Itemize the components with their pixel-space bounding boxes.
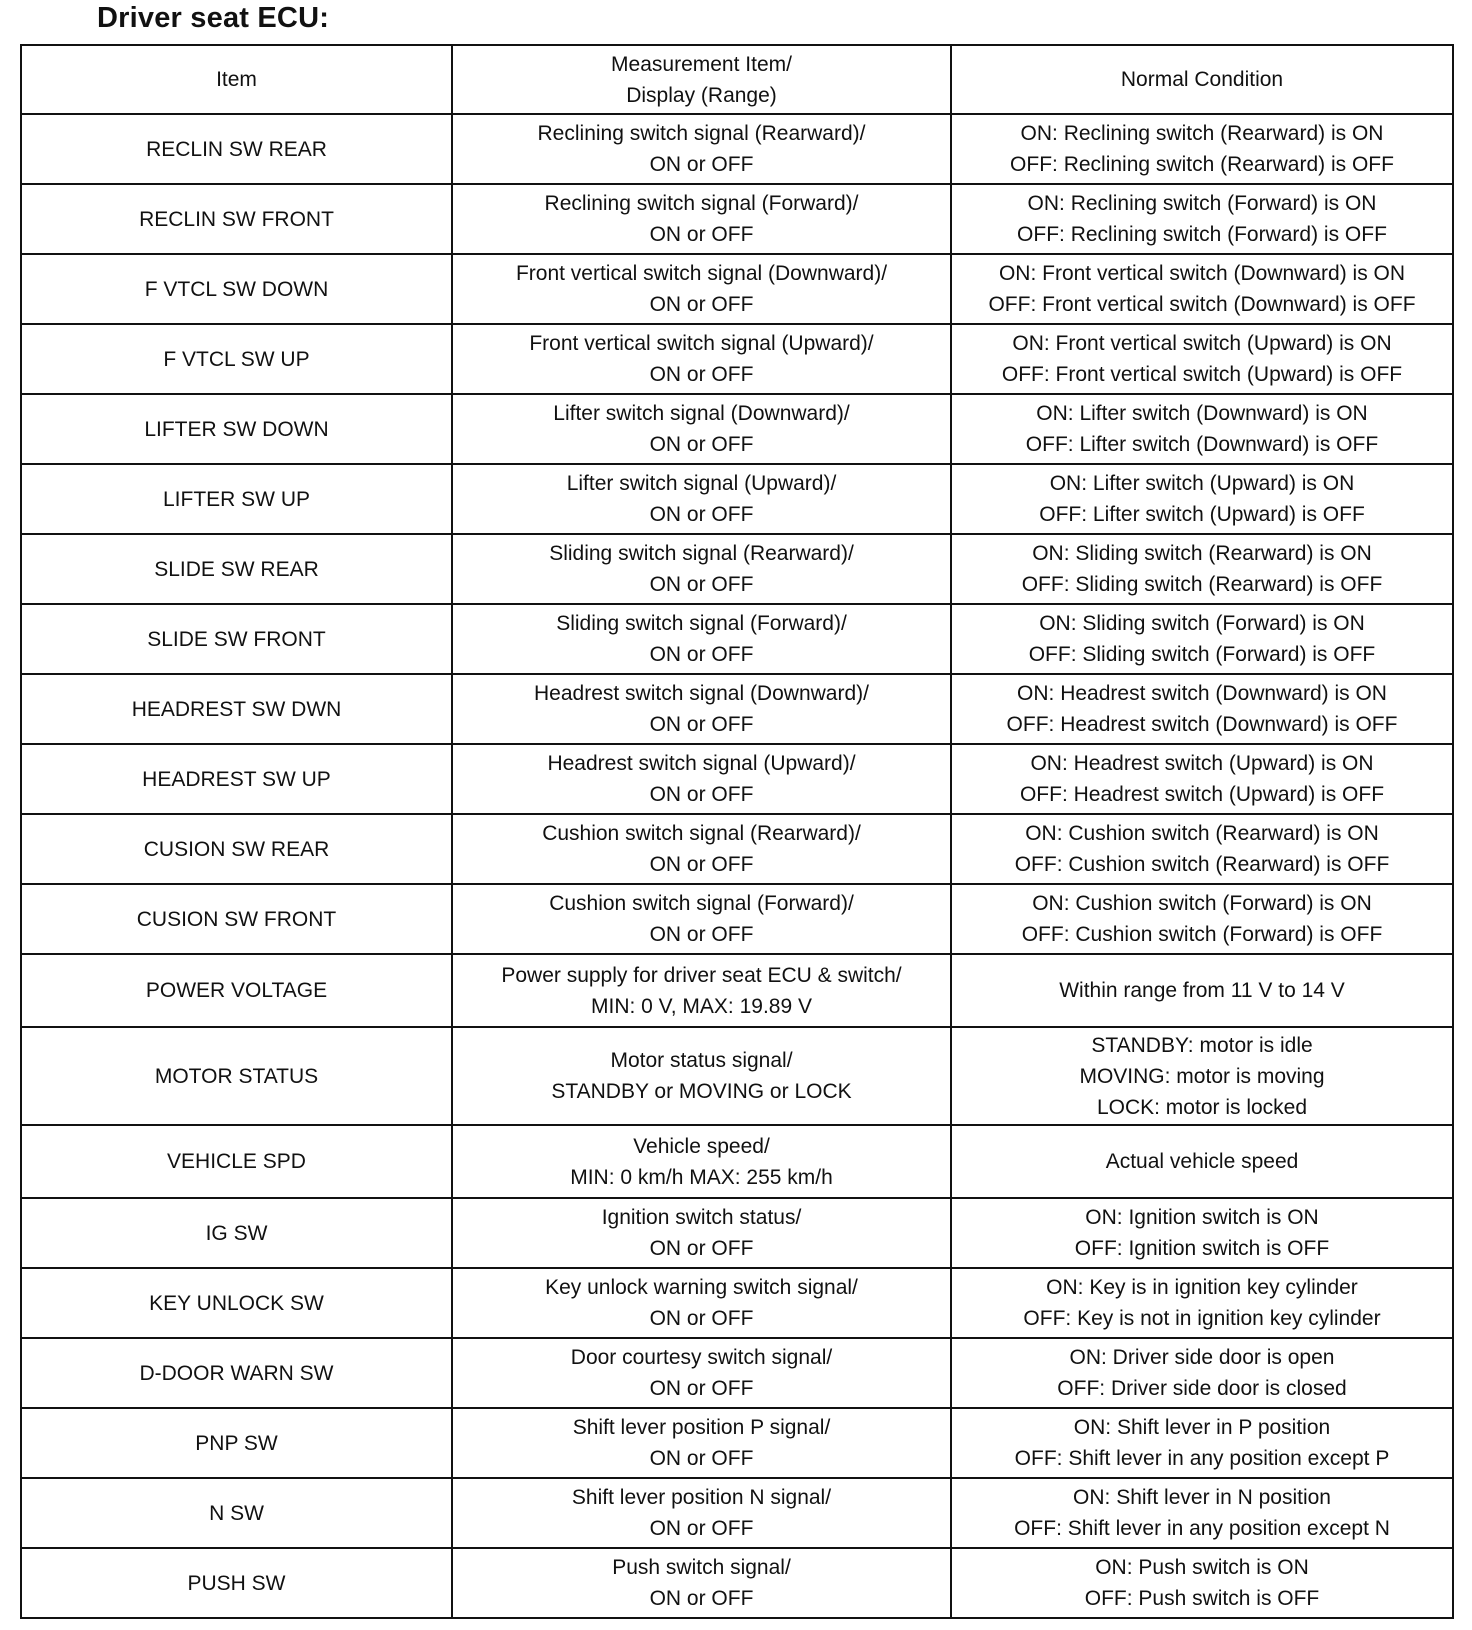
table-row [21, 884, 1453, 954]
normal-condition-line: OFF: Driver side door is closed [1057, 1377, 1347, 1400]
normal-condition-cell [951, 114, 1453, 184]
normal-condition-line: OFF: Headrest switch (Downward) is OFF [1006, 713, 1398, 736]
measurement-cell [452, 1268, 951, 1338]
measurement-line: ON or OFF [649, 923, 754, 946]
item-cell [21, 464, 452, 534]
measurement-line: Power supply for driver seat ECU & switch/ [501, 963, 902, 987]
item-name: POWER VOLTAGE [145, 979, 328, 1002]
header-measurement [452, 45, 951, 114]
item-cell [21, 1478, 452, 1548]
table-row [21, 674, 1453, 744]
measurement-cell [452, 184, 951, 254]
measurement-line: ON or OFF [649, 223, 754, 246]
normal-condition-line: ON: Shift lever in N position [1073, 1486, 1331, 1509]
normal-condition-line: OFF: Ignition switch is OFF [1074, 1237, 1330, 1260]
normal-condition-line: ON: Front vertical switch (Upward) is ON [1012, 332, 1392, 355]
header-normal-condition-label: Normal Condition [1120, 68, 1284, 91]
measurement-line: Shift lever position P signal/ [572, 1416, 831, 1439]
item-name: SLIDE SW REAR [154, 557, 319, 581]
measurement-line: Front vertical switch signal (Downward)/ [515, 262, 888, 285]
measurement-cell [452, 394, 951, 464]
measurement-line: ON or OFF [649, 1377, 754, 1400]
table-row [21, 604, 1453, 674]
measurement-line: MIN: 0 V, MAX: 19.89 V [591, 994, 812, 1018]
normal-condition-line: ON: Cushion switch (Rearward) is ON [1025, 822, 1379, 845]
table-row [21, 744, 1453, 814]
normal-condition-cell [951, 324, 1453, 394]
normal-condition-cell [951, 534, 1453, 604]
measurement-cell [452, 324, 951, 394]
measurement-cell [452, 1408, 951, 1478]
measurement-cell [452, 604, 951, 674]
measurement-line: Sliding switch signal (Forward)/ [556, 612, 847, 635]
normal-condition-line: ON: Reclining switch (Rearward) is ON [1020, 122, 1384, 145]
measurement-line: ON or OFF [649, 433, 754, 456]
normal-condition-line: OFF: Reclining switch (Forward) is OFF [1017, 223, 1387, 246]
normal-condition-line: ON: Sliding switch (Rearward) is ON [1032, 542, 1372, 565]
item-name: N SW [209, 1501, 264, 1525]
normal-condition-line: OFF: Headrest switch (Upward) is OFF [1019, 783, 1385, 806]
item-cell [21, 1125, 452, 1198]
table-row [21, 1478, 1453, 1548]
normal-condition-cell [951, 1548, 1453, 1618]
measurement-cell [452, 744, 951, 814]
measurement-line: ON or OFF [649, 1517, 754, 1540]
measurement-line: Headrest switch signal (Downward)/ [534, 682, 869, 705]
normal-condition-line: ON: Sliding switch (Forward) is ON [1039, 612, 1365, 635]
normal-condition-cell [951, 1338, 1453, 1408]
normal-condition-line: ON: Lifter switch (Downward) is ON [1036, 402, 1368, 425]
table-row [21, 184, 1453, 254]
measurement-line: Ignition switch status/ [601, 1206, 802, 1229]
normal-condition-cell [951, 184, 1453, 254]
item-name: HEADREST SW UP [142, 767, 331, 791]
table-row [21, 114, 1453, 184]
item-name: RECLIN SW REAR [146, 137, 327, 161]
measurement-line: MIN: 0 km/h MAX: 255 km/h [570, 1165, 833, 1189]
table-row [21, 1268, 1453, 1338]
table-row [21, 534, 1453, 604]
measurement-line: ON or OFF [649, 363, 754, 386]
item-name: HEADREST SW DWN [131, 697, 342, 721]
driver-seat-ecu-table [20, 44, 1454, 1619]
measurement-line: Cushion switch signal (Rearward)/ [542, 822, 861, 845]
normal-condition-line: OFF: Shift lever in any position except P [1014, 1447, 1390, 1470]
measurement-cell [452, 1338, 951, 1408]
measurement-line: Lifter switch signal (Upward)/ [566, 472, 837, 495]
normal-condition-line: OFF: Shift lever in any position except N [1014, 1517, 1390, 1540]
measurement-cell [452, 814, 951, 884]
normal-condition-cell [951, 394, 1453, 464]
normal-condition-cell [951, 674, 1453, 744]
item-name: PUSH SW [187, 1571, 286, 1595]
item-cell [21, 1027, 452, 1125]
table-row [21, 1548, 1453, 1618]
measurement-line: ON or OFF [649, 503, 754, 526]
normal-condition-line: ON: Shift lever in P position [1073, 1416, 1331, 1439]
measurement-cell [452, 954, 951, 1027]
normal-condition-line: OFF: Push switch is OFF [1084, 1587, 1320, 1610]
normal-condition-line: OFF: Lifter switch (Downward) is OFF [1025, 433, 1379, 456]
header-item-label: Item [216, 68, 257, 91]
item-name: IG SW [205, 1221, 268, 1245]
measurement-line: ON or OFF [649, 713, 754, 736]
normal-condition-cell [951, 744, 1453, 814]
normal-condition-line: LOCK: motor is locked [1096, 1095, 1308, 1119]
measurement-line: ON or OFF [649, 1447, 754, 1470]
measurement-line: ON or OFF [649, 643, 754, 666]
item-cell [21, 254, 452, 324]
item-name: F VTCL SW DOWN [144, 277, 329, 301]
item-cell [21, 604, 452, 674]
measurement-line: Reclining switch signal (Rearward)/ [537, 122, 866, 145]
item-cell [21, 394, 452, 464]
measurement-cell [452, 464, 951, 534]
item-cell [21, 884, 452, 954]
normal-condition-line: ON: Push switch is ON [1095, 1556, 1309, 1579]
normal-condition-line: ON: Cushion switch (Forward) is ON [1032, 892, 1372, 915]
item-name: MOTOR STATUS [154, 1064, 319, 1088]
item-name: CUSION SW REAR [143, 837, 330, 861]
item-cell [21, 1408, 452, 1478]
normal-condition-cell [951, 254, 1453, 324]
header-measurement-line: Display (Range) [626, 83, 777, 107]
measurement-line: Headrest switch signal (Upward)/ [547, 752, 856, 775]
item-name: KEY UNLOCK SW [149, 1291, 324, 1315]
normal-condition-line: ON: Headrest switch (Downward) is ON [1017, 682, 1387, 705]
table-row [21, 394, 1453, 464]
measurement-line: Motor status signal/ [610, 1049, 793, 1072]
measurement-cell [452, 1027, 951, 1125]
item-cell [21, 674, 452, 744]
normal-condition-line: OFF: Lifter switch (Upward) is OFF [1039, 503, 1365, 526]
measurement-cell [452, 884, 951, 954]
normal-condition-line: OFF: Key is not in ignition key cylinder [1023, 1307, 1381, 1330]
measurement-line: ON or OFF [649, 573, 754, 596]
measurement-cell [452, 1198, 951, 1268]
item-name: LIFTER SW DOWN [144, 417, 329, 441]
item-name: F VTCL SW UP [163, 347, 310, 371]
normal-condition-cell [951, 1027, 1453, 1125]
item-cell [21, 534, 452, 604]
normal-condition-cell [951, 604, 1453, 674]
measurement-line: ON or OFF [649, 1587, 754, 1610]
measurement-cell [452, 1548, 951, 1618]
normal-condition-line: Within range from 11 V to 14 V [1059, 979, 1345, 1002]
normal-condition-line: ON: Headrest switch (Upward) is ON [1030, 752, 1374, 775]
measurement-line: ON or OFF [649, 783, 754, 806]
item-cell [21, 1548, 452, 1618]
measurement-line: Lifter switch signal (Downward)/ [553, 402, 850, 425]
normal-condition-line: OFF: Front vertical switch (Upward) is OFF [1001, 363, 1403, 386]
page-title: Driver seat ECU: [97, 2, 330, 34]
table-row [21, 954, 1453, 1027]
measurement-line: Key unlock warning switch signal/ [545, 1276, 858, 1299]
normal-condition-cell [951, 1125, 1453, 1198]
normal-condition-cell [951, 464, 1453, 534]
table-body [21, 45, 1453, 1618]
measurement-line: Shift lever position N signal/ [571, 1486, 832, 1509]
table-row [21, 1027, 1453, 1125]
measurement-line: Vehicle speed/ [633, 1134, 770, 1158]
item-cell [21, 1268, 452, 1338]
item-name: LIFTER SW UP [162, 487, 310, 511]
item-name: D-DOOR WARN SW [139, 1361, 334, 1385]
item-name: VEHICLE SPD [167, 1150, 306, 1173]
measurement-line: ON or OFF [649, 1307, 754, 1330]
header-normal-condition [951, 45, 1453, 114]
item-cell [21, 1198, 452, 1268]
normal-condition-cell [951, 954, 1453, 1027]
table-row [21, 814, 1453, 884]
normal-condition-line: ON: Ignition switch is ON [1085, 1206, 1319, 1229]
header-item [21, 45, 452, 114]
measurement-line: STANDBY or MOVING or LOCK [551, 1080, 852, 1103]
measurement-cell [452, 674, 951, 744]
item-cell [21, 814, 452, 884]
item-name: PNP SW [195, 1431, 278, 1455]
normal-condition-line: Actual vehicle speed [1105, 1150, 1299, 1173]
header-measurement-line: Measurement Item/ [611, 52, 792, 76]
normal-condition-line: ON: Reclining switch (Forward) is ON [1027, 192, 1377, 215]
measurement-line: Door courtesy switch signal/ [570, 1346, 833, 1369]
measurement-cell [452, 254, 951, 324]
normal-condition-line: OFF: Reclining switch (Rearward) is OFF [1010, 153, 1394, 176]
table-row [21, 254, 1453, 324]
item-cell [21, 954, 452, 1027]
item-cell [21, 184, 452, 254]
normal-condition-cell [951, 1198, 1453, 1268]
table-row [21, 464, 1453, 534]
item-name: CUSION SW FRONT [136, 907, 337, 931]
item-cell [21, 1338, 452, 1408]
measurement-line: Reclining switch signal (Forward)/ [544, 192, 859, 215]
normal-condition-cell [951, 1408, 1453, 1478]
normal-condition-cell [951, 1478, 1453, 1548]
table-row [21, 1408, 1453, 1478]
normal-condition-line: STANDBY: motor is idle [1091, 1033, 1313, 1057]
normal-condition-cell [951, 1268, 1453, 1338]
table-row [21, 324, 1453, 394]
table-header-row [21, 45, 1453, 114]
normal-condition-line: ON: Lifter switch (Upward) is ON [1049, 472, 1355, 495]
normal-condition-cell [951, 884, 1453, 954]
item-cell [21, 324, 452, 394]
measurement-cell [452, 1125, 951, 1198]
normal-condition-line: OFF: Cushion switch (Forward) is OFF [1021, 923, 1383, 946]
measurement-line: Sliding switch signal (Rearward)/ [549, 542, 854, 565]
table-row [21, 1198, 1453, 1268]
normal-condition-line: MOVING: motor is moving [1079, 1064, 1325, 1088]
measurement-line: ON or OFF [649, 153, 754, 176]
measurement-cell [452, 114, 951, 184]
measurement-line: ON or OFF [649, 853, 754, 876]
measurement-line: ON or OFF [649, 1237, 754, 1260]
measurement-cell [452, 1478, 951, 1548]
normal-condition-cell [951, 814, 1453, 884]
normal-condition-line: OFF: Sliding switch (Rearward) is OFF [1021, 573, 1383, 596]
normal-condition-line: OFF: Sliding switch (Forward) is OFF [1028, 643, 1376, 666]
normal-condition-line: ON: Driver side door is open [1069, 1346, 1335, 1369]
normal-condition-line: ON: Key is in ignition key cylinder [1046, 1276, 1358, 1299]
measurement-line: Push switch signal/ [612, 1556, 791, 1579]
item-cell [21, 114, 452, 184]
item-name: SLIDE SW FRONT [147, 627, 326, 651]
measurement-line: Front vertical switch signal (Upward)/ [529, 332, 874, 355]
normal-condition-line: ON: Front vertical switch (Downward) is ON [998, 262, 1406, 285]
measurement-line: ON or OFF [649, 293, 754, 316]
item-cell [21, 744, 452, 814]
item-name: RECLIN SW FRONT [139, 207, 334, 231]
normal-condition-line: OFF: Cushion switch (Rearward) is OFF [1014, 853, 1390, 876]
measurement-line: Cushion switch signal (Forward)/ [549, 892, 854, 915]
measurement-cell [452, 534, 951, 604]
normal-condition-line: OFF: Front vertical switch (Downward) is OFF [988, 293, 1416, 316]
table-row [21, 1338, 1453, 1408]
table-row [21, 1125, 1453, 1198]
